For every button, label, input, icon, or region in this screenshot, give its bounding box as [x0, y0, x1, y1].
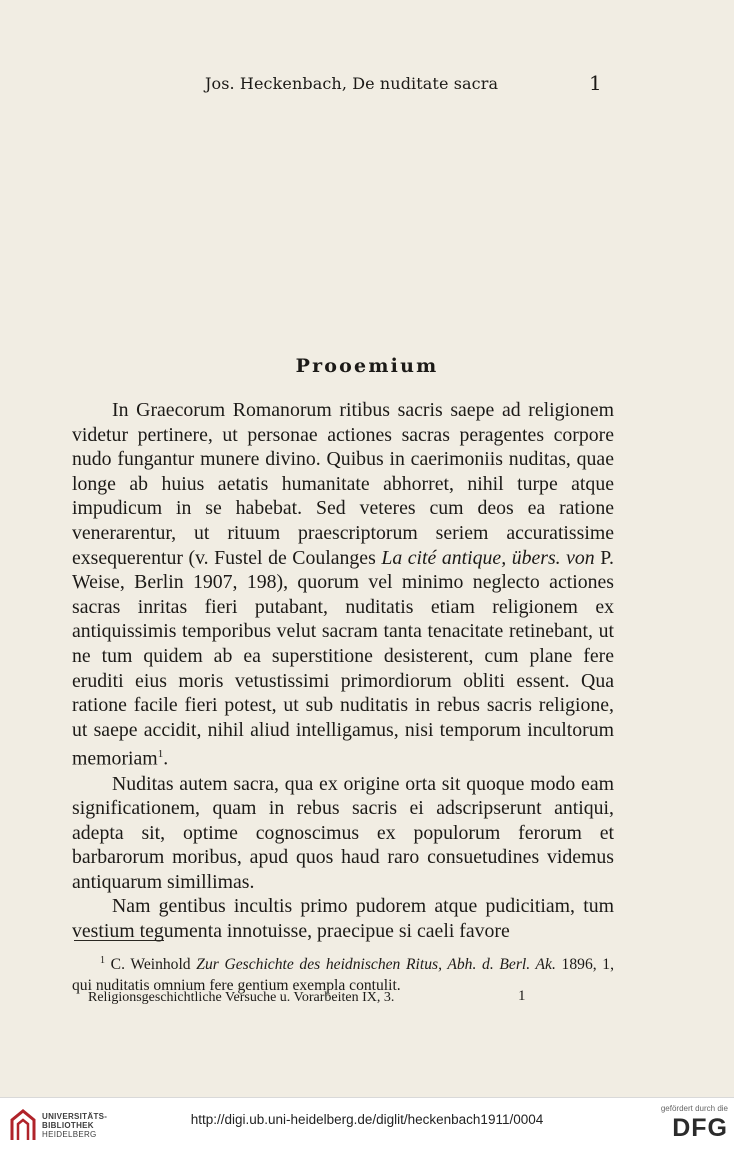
page-number: 1 — [589, 71, 602, 95]
permalink-url[interactable]: http://digi.ub.uni-heidelberg.de/diglit/heckenbach1911/0004 — [190, 1112, 544, 1127]
footnote-reference[interactable]: 1 — [157, 748, 164, 761]
series-title: Religionsgeschichtliche Versuche u. Vorarbeiten IX, 3. — [88, 990, 395, 1005]
paragraph-2: Nuditas autem sacra, qua ex origine orta sit quoque modo eam significationem, quam in rebus sacris ei adscripserunt antiqui, adepta sit, optime cognoscimus ex populorum ferorum et barbarorum moribus, apud quos haud raro consuetudines videmus antiquarum simillimas. — [72, 772, 614, 893]
institution-line-3: HEIDELBERG — [42, 1130, 97, 1139]
paragraph-1-italic: La cité antique, übers. von — [381, 546, 595, 569]
running-head — [0, 71, 734, 98]
paragraph-1-end: . — [163, 747, 169, 770]
sheet-number: 1 — [518, 988, 526, 1004]
dfg-wordmark: DFG — [672, 1114, 728, 1142]
footnote-rest: 1896, 1, qui nuditatis omnium fere gentium exempla contulit. — [72, 956, 614, 995]
footnote-marker: 1 — [100, 955, 105, 966]
footnote-work: Zur Geschichte des heidnischen Ritus, Abh. d. Berl. Ak. — [196, 956, 556, 974]
paragraph-1-text-b: P. Weise, Berlin 1907, 198), quorum vel minimo neglecto actiones sacras inritas fieri putabant, nuditatis etiam religionem ex antiquissimis temporibus velut sacram tanta tenacitate retinebant, ut ne tum quidem ab ea superstitione desisterent, cum plane fere eruditi eius moris vetustissimi primordiorum obliti essent. Qua ratione facile fieri potest, ut sub nuditatis in rebus sacris religione, ut saepe accidit, nihil aliud intelligamus, nisi temporum incultorum memoriam — [72, 546, 614, 770]
footnote-author: C. Weinhold — [110, 956, 191, 974]
running-head-title: Jos. Heckenbach, De nuditate sacra — [205, 74, 499, 93]
institution-line-2: BIBLIOTHEK — [42, 1121, 94, 1130]
paragraph-1-text-a: In Graecorum Romanorum ritibus sacris saepe ad religionem videtur pertinere, ut personae actiones sacras peragentes corpore nudo fungantur munere divino. Quibus in caerimoniis nuditas, quae longe ab huius aetatis humanitate abhorret, nihil turpe atque impudicum in se habebat. Sed veteres cum deos ea ratione venerarentur, ut rituum praescriptorum seriem accuratissime exsequerentur (v. Fustel de Coulanges — [72, 399, 614, 569]
funded-by-text: gefördert durch die — [660, 1104, 728, 1113]
footnote-rule — [74, 940, 164, 941]
paragraph-3: Nam gentibus incultis primo pudorem atque pudicitiam, tum vestium tegumenta innotuisse, praecipue si caeli favore — [72, 895, 614, 943]
dfg-logo[interactable] — [650, 1104, 728, 1148]
institution-line-1: UNIVERSITÄTS- — [42, 1112, 108, 1121]
viewer-footer — [0, 1097, 734, 1153]
section-heading: Prooemium — [295, 355, 439, 377]
body-text — [72, 398, 614, 944]
paragraph-1 — [72, 398, 614, 772]
signature-line — [88, 990, 528, 1006]
